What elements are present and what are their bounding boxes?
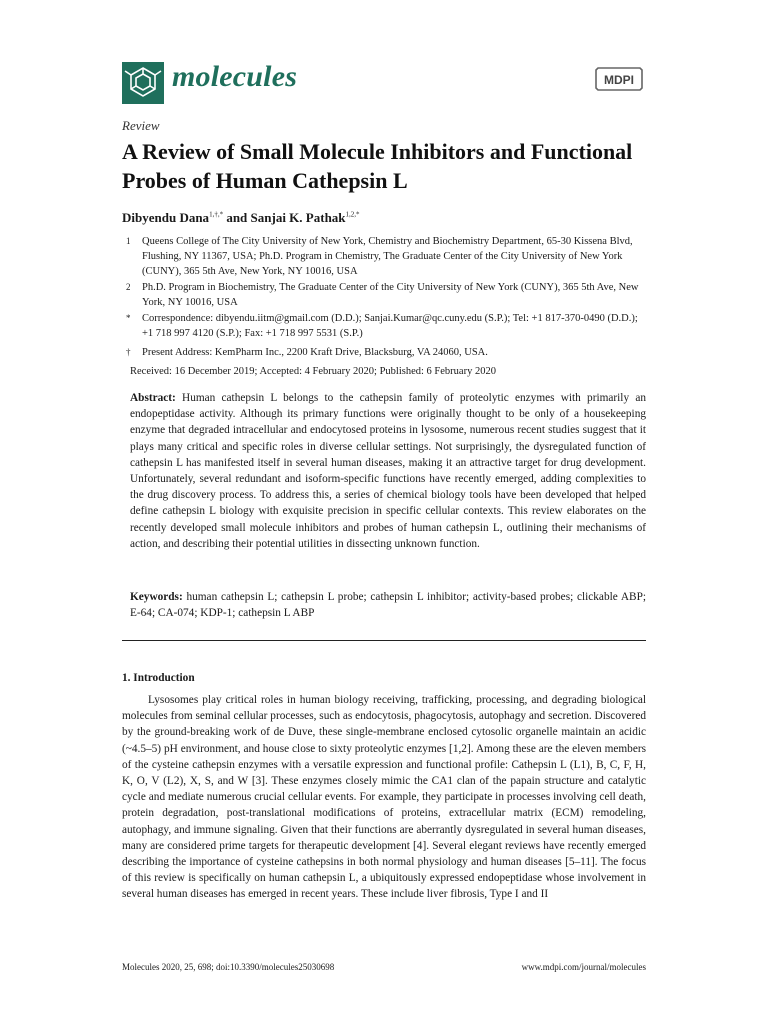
keywords-text: human cathepsin L; cathepsin L probe; cathepsin L inhibitor; activity-based probes; clickable ABP; E-64; CA-074; KDP-1; cathepsin L ABP	[130, 591, 646, 620]
author-line	[122, 210, 360, 226]
affiliation-item	[122, 280, 646, 310]
footer-citation: Molecules 2020, 25, 698; doi:10.3390/molecules25030698	[122, 962, 335, 972]
journal-logo-icon	[122, 62, 164, 104]
affiliation-item	[122, 234, 646, 279]
section-heading: 1. Introduction	[122, 672, 195, 684]
affiliation-mark: 1	[126, 236, 131, 246]
abstract	[130, 390, 646, 552]
journal-name: molecules	[172, 60, 298, 93]
article-type: Review	[122, 118, 160, 133]
author-name: Sanjai K. Pathak	[250, 210, 346, 225]
affiliation-item	[122, 345, 646, 360]
present-address-text: Present Address: KemPharm Inc., 2200 Kraft Drive, Blacksburg, VA 24060, USA.	[142, 347, 488, 358]
abstract-text: Human cathepsin L belongs to the cathepsin family of proteolytic enzymes with primarily an endopeptidase activity. Although its primary functions were originally thought to be only of a housekeeping enzyme that degraded intracellular and endocytosed proteins in lysosome, numerous recent studies suggest that it plays many critical and specific roles in diverse cellular settings. Not surprisingly, the dysregulated function of cathepsin L has manifested itself in several human diseases, making it an attractive target for drug development. Unfortunately, several redundant and isoform-specific functions have recently emerged, adding complexities to the drug discovery process. To address this, a series of chemical biology tools have been developed that helped define cathepsin L biology with exquisite precision in specific cellular contexts. This review elaborates on the recently developed small molecule inhibitors and probes of human cathepsin L, outlining their mechanisms of action, and describing their potential utilities in dissecting unknown function.	[130, 392, 646, 550]
keywords	[130, 589, 646, 621]
correspondence-text: Correspondence: dibyendu.iitm@gmail.com (D.D.); Sanjai.Kumar@qc.cuny.edu (S.P.); Tel: +1 817-370-0490 (D.D.); +1 718 997 4120 (S.P.); Fax: +1 718 997 5531 (S.P.)	[142, 313, 638, 339]
footer-url[interactable]: www.mdpi.com/journal/molecules	[521, 962, 646, 972]
author-joiner: and	[223, 210, 251, 225]
paper-title: A Review of Small Molecule Inhibitors and Functional Probes of Human Cathepsin L	[122, 139, 633, 193]
abstract-label: Abstract:	[130, 392, 176, 404]
affiliation-mark: †	[126, 347, 131, 357]
affiliation-mark: *	[126, 313, 131, 323]
publisher-name: MDPI	[604, 73, 634, 87]
author-affil-marks: 1,2,*	[345, 210, 360, 219]
section-divider	[122, 640, 646, 641]
author-affil-marks: 1,†,*	[209, 210, 224, 219]
affiliation-mark: 2	[126, 282, 131, 292]
publication-dates: Received: 16 December 2019; Accepted: 4 February 2020; Published: 6 February 2020	[130, 366, 496, 377]
publisher-logo	[592, 64, 646, 94]
author-name: Dibyendu Dana	[122, 210, 210, 225]
keywords-label: Keywords:	[130, 591, 183, 603]
affiliation-item	[122, 311, 646, 341]
affiliation-text: Queens College of The City University of New York, Chemistry and Biochemistry Department, 65-30 Kissena Blvd, Flushing, NY 11367, USA; Ph.D. Program in Chemistry, The Graduate Center of the City University of New York (CUNY), 365 5th Ave, New York, NY 10016, USA	[142, 236, 633, 277]
introduction-paragraph: Lysosomes play critical roles in human biology receiving, trafficking, processing, and degrading biological molecules from seminal cellular processes, such as endocytosis, phagocytosis, autophagy and secretion. Discovered by the ground-breaking work of de Duve, these single-membrane enclosed cytosolic organelle maintain an acidic (~4.5–5) pH environment, and house close to sixty proteolytic enzymes [1,2]. Among these are the eleven members of the cysteine cathepsin enzymes with a versatile expression and functional profile: Cathepsin L (L1), B, C, F, H, K, O, V (L2), X, S, and W [3]. These enzymes closely mimic the CA1 clan of the papain structure and catalytic cycle and mediate numerous crucial cellular events. For example, they participate in processes involving cell death, protein degradation, post-translational modifications of proteins, extracellular matrix (ECM) remodeling, autophagy, and immune signaling. Given that their functions are aberrantly dysregulated in several human diseases, many are considered prime targets for therapeutic development [4]. Several elegant reviews have recently emerged describing the importance of cysteine cathepsins in both normal physiology and human diseases [5–11]. The focus of this review is specifically on human cathepsin L, a ubiquitously expressed endopeptidase whose involvement in several human diseases has emerged in recent years. These include liver fibrosis, Type I and II	[122, 694, 646, 901]
affiliation-text: Ph.D. Program in Biochemistry, The Graduate Center of the City University of New York (CUNY), 365 5th Ave, New York, NY 10016, USA	[142, 282, 639, 308]
